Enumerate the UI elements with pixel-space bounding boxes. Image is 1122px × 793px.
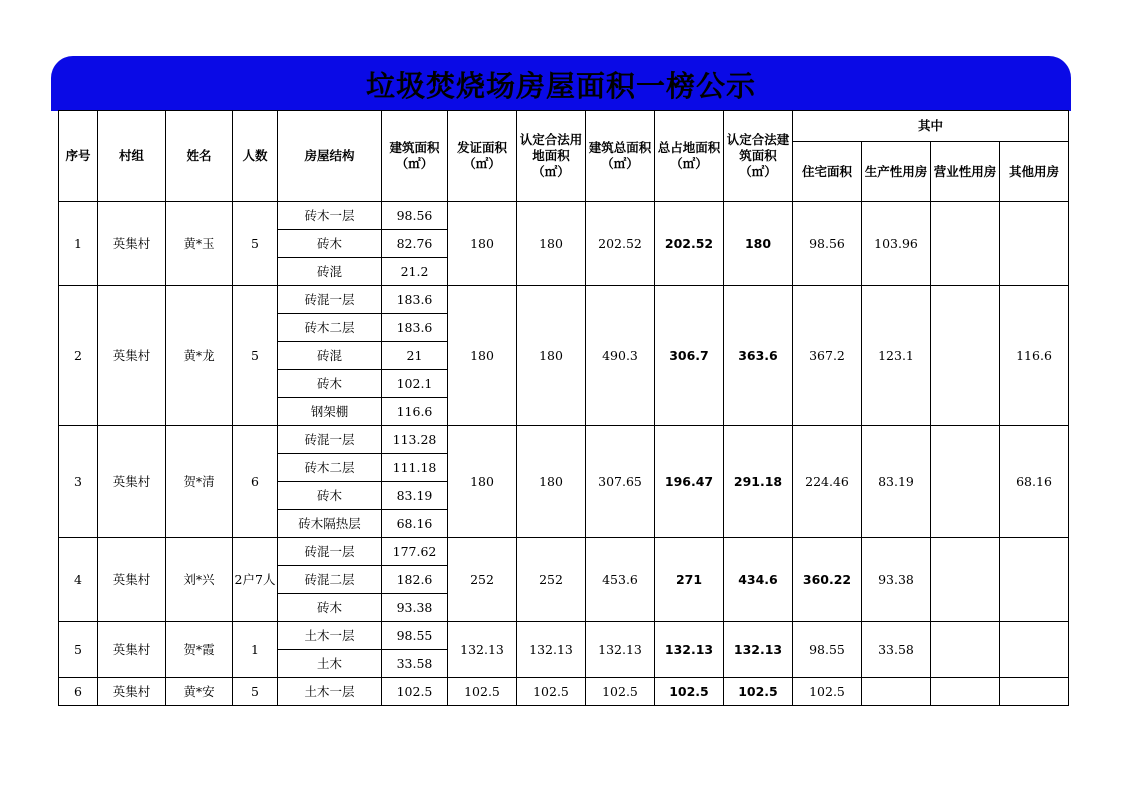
seq-cell: 5	[59, 622, 98, 678]
seq-cell: 4	[59, 538, 98, 622]
name-cell: 贺*霞	[166, 622, 233, 678]
build-area-cell: 68.16	[382, 510, 448, 538]
structure-cell: 砖混一层	[278, 426, 382, 454]
village-cell: 英集村	[98, 286, 166, 426]
header-legal-build: 认定合法建筑面积（㎡）	[724, 111, 793, 202]
people-cell: 1	[233, 622, 278, 678]
header-people: 人数	[233, 111, 278, 202]
village-cell: 英集村	[98, 622, 166, 678]
other-cell	[1000, 538, 1069, 622]
structure-cell: 钢架棚	[278, 398, 382, 426]
table-row	[59, 622, 1069, 650]
name-cell: 贺*清	[166, 426, 233, 538]
structure-cell: 砖木一层	[278, 202, 382, 230]
seq-cell: 1	[59, 202, 98, 286]
table-row	[59, 202, 1069, 230]
business-cell	[931, 286, 1000, 426]
name-cell: 刘*兴	[166, 538, 233, 622]
total-build-cell: 102.5	[586, 678, 655, 706]
production-cell	[862, 678, 931, 706]
build-area-cell: 83.19	[382, 482, 448, 510]
total-build-cell: 453.6	[586, 538, 655, 622]
other-cell: 116.6	[1000, 286, 1069, 426]
build-area-cell: 33.58	[382, 650, 448, 678]
build-area-cell: 98.55	[382, 622, 448, 650]
other-cell	[1000, 202, 1069, 286]
other-cell	[1000, 678, 1069, 706]
people-cell: 5	[233, 202, 278, 286]
structure-cell: 砖混一层	[278, 286, 382, 314]
business-cell	[931, 622, 1000, 678]
header-residential: 住宅面积	[793, 142, 862, 202]
residential-cell: 224.46	[793, 426, 862, 538]
header-among: 其中	[793, 111, 1069, 142]
business-cell	[931, 202, 1000, 286]
header-legal-land: 认定合法用地面积（㎡）	[517, 111, 586, 202]
area-table	[58, 110, 1069, 706]
legal-build-cell: 434.6	[724, 538, 793, 622]
village-cell: 英集村	[98, 202, 166, 286]
build-area-cell: 93.38	[382, 594, 448, 622]
page-title: 垃圾焚烧场房屋面积一榜公示	[365, 69, 756, 103]
legal-build-cell: 132.13	[724, 622, 793, 678]
structure-cell: 土木	[278, 650, 382, 678]
other-cell	[1000, 622, 1069, 678]
build-area-cell: 177.62	[382, 538, 448, 566]
header-production: 生产性用房	[862, 142, 931, 202]
legal-land-cell: 180	[517, 286, 586, 426]
header-cert-area: 发证面积（㎡）	[448, 111, 517, 202]
seq-cell: 6	[59, 678, 98, 706]
people-cell: 5	[233, 286, 278, 426]
build-area-cell: 102.1	[382, 370, 448, 398]
header-build-area: 建筑面积（㎡）	[382, 111, 448, 202]
cert-area-cell: 252	[448, 538, 517, 622]
header-row	[59, 111, 1069, 142]
build-area-cell: 182.6	[382, 566, 448, 594]
legal-build-cell: 102.5	[724, 678, 793, 706]
residential-cell: 102.5	[793, 678, 862, 706]
header-seq: 序号	[59, 111, 98, 202]
structure-cell: 土木一层	[278, 678, 382, 706]
cert-area-cell: 132.13	[448, 622, 517, 678]
build-area-cell: 183.6	[382, 286, 448, 314]
business-cell	[931, 426, 1000, 538]
title-banner	[51, 56, 1071, 111]
legal-land-cell: 132.13	[517, 622, 586, 678]
table-row	[59, 678, 1069, 706]
build-area-cell: 111.18	[382, 454, 448, 482]
header-structure: 房屋结构	[278, 111, 382, 202]
seq-cell: 2	[59, 286, 98, 426]
seq-cell: 3	[59, 426, 98, 538]
name-cell: 黄*玉	[166, 202, 233, 286]
header-name: 姓名	[166, 111, 233, 202]
people-cell: 2户7人	[233, 538, 278, 622]
residential-cell: 98.56	[793, 202, 862, 286]
build-area-cell: 183.6	[382, 314, 448, 342]
name-cell: 黄*龙	[166, 286, 233, 426]
residential-cell: 367.2	[793, 286, 862, 426]
structure-cell: 砖木二层	[278, 314, 382, 342]
production-cell: 123.1	[862, 286, 931, 426]
structure-cell: 砖混一层	[278, 538, 382, 566]
table-row	[59, 286, 1069, 314]
cert-area-cell: 102.5	[448, 678, 517, 706]
cert-area-cell: 180	[448, 426, 517, 538]
people-cell: 5	[233, 678, 278, 706]
land-occupied-cell: 196.47	[655, 426, 724, 538]
structure-cell: 砖混	[278, 258, 382, 286]
legal-land-cell: 102.5	[517, 678, 586, 706]
village-cell: 英集村	[98, 426, 166, 538]
structure-cell: 砖木二层	[278, 454, 382, 482]
structure-cell: 砖木	[278, 482, 382, 510]
build-area-cell: 21.2	[382, 258, 448, 286]
structure-cell: 土木一层	[278, 622, 382, 650]
business-cell	[931, 678, 1000, 706]
name-cell: 黄*安	[166, 678, 233, 706]
cert-area-cell: 180	[448, 286, 517, 426]
table-row	[59, 538, 1069, 566]
legal-build-cell: 291.18	[724, 426, 793, 538]
header-business: 营业性用房	[931, 142, 1000, 202]
people-cell: 6	[233, 426, 278, 538]
business-cell	[931, 538, 1000, 622]
other-cell: 68.16	[1000, 426, 1069, 538]
total-build-cell: 202.52	[586, 202, 655, 286]
total-build-cell: 307.65	[586, 426, 655, 538]
table-body	[59, 202, 1069, 706]
land-occupied-cell: 271	[655, 538, 724, 622]
table-row	[59, 426, 1069, 454]
legal-land-cell: 180	[517, 426, 586, 538]
structure-cell: 砖木	[278, 230, 382, 258]
village-cell: 英集村	[98, 678, 166, 706]
structure-cell: 砖木	[278, 370, 382, 398]
cert-area-cell: 180	[448, 202, 517, 286]
residential-cell: 360.22	[793, 538, 862, 622]
header-other: 其他用房	[1000, 142, 1069, 202]
header-village: 村组	[98, 111, 166, 202]
land-occupied-cell: 132.13	[655, 622, 724, 678]
header-total-build: 建筑总面积 （㎡）	[586, 111, 655, 202]
land-occupied-cell: 202.52	[655, 202, 724, 286]
legal-build-cell: 180	[724, 202, 793, 286]
land-occupied-cell: 306.7	[655, 286, 724, 426]
structure-cell: 砖混	[278, 342, 382, 370]
land-occupied-cell: 102.5	[655, 678, 724, 706]
production-cell: 33.58	[862, 622, 931, 678]
structure-cell: 砖混二层	[278, 566, 382, 594]
build-area-cell: 82.76	[382, 230, 448, 258]
build-area-cell: 102.5	[382, 678, 448, 706]
build-area-cell: 116.6	[382, 398, 448, 426]
village-cell: 英集村	[98, 538, 166, 622]
residential-cell: 98.55	[793, 622, 862, 678]
legal-land-cell: 252	[517, 538, 586, 622]
legal-build-cell: 363.6	[724, 286, 793, 426]
total-build-cell: 490.3	[586, 286, 655, 426]
total-build-cell: 132.13	[586, 622, 655, 678]
build-area-cell: 21	[382, 342, 448, 370]
structure-cell: 砖木	[278, 594, 382, 622]
build-area-cell: 113.28	[382, 426, 448, 454]
build-area-cell: 98.56	[382, 202, 448, 230]
header-land-occupied: 总占地面积（㎡）	[655, 111, 724, 202]
production-cell: 103.96	[862, 202, 931, 286]
structure-cell: 砖木隔热层	[278, 510, 382, 538]
production-cell: 83.19	[862, 426, 931, 538]
legal-land-cell: 180	[517, 202, 586, 286]
production-cell: 93.38	[862, 538, 931, 622]
